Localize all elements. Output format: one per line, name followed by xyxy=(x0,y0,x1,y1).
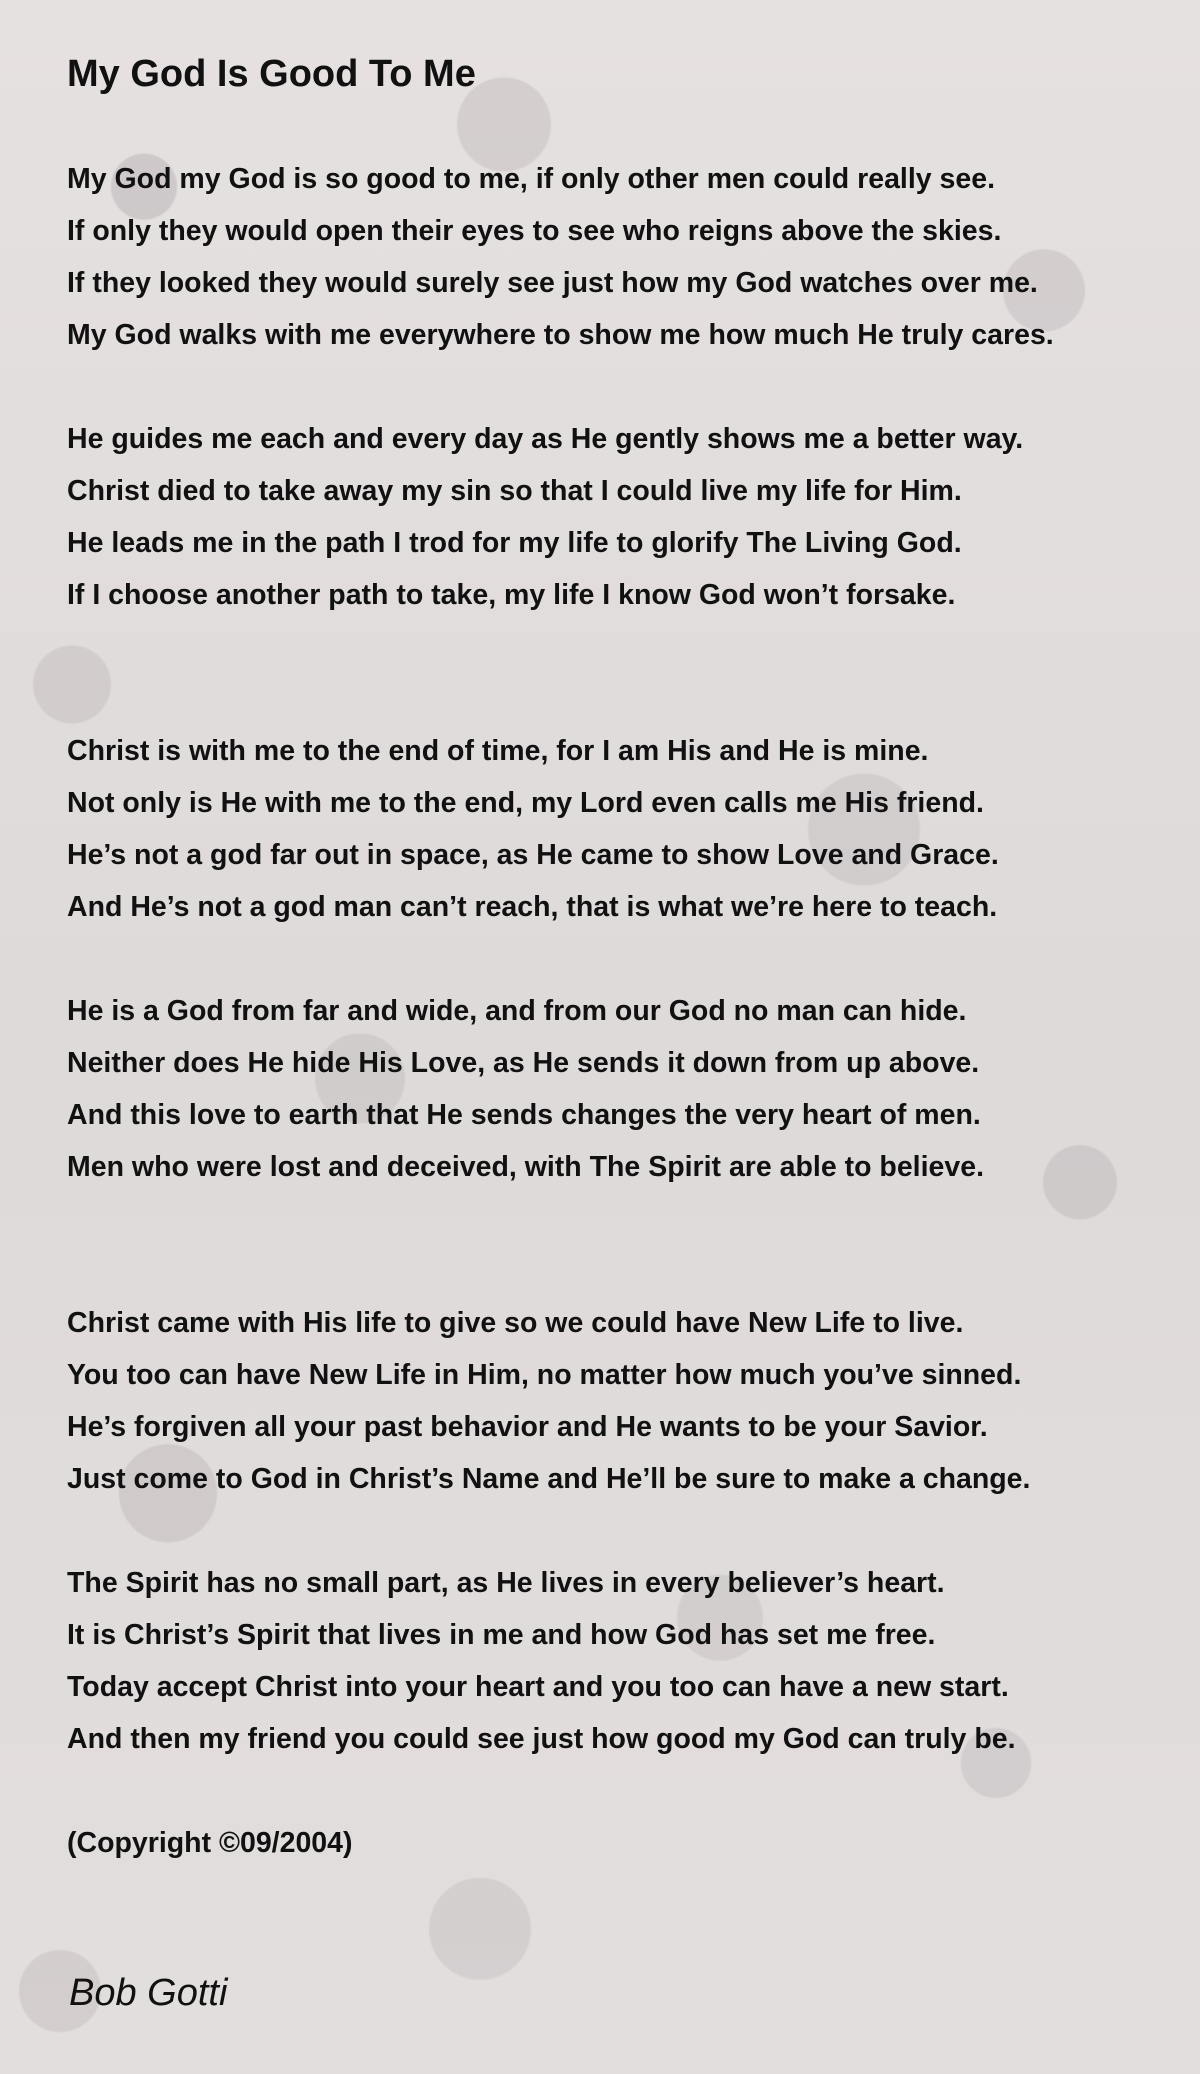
stanza-gap xyxy=(67,621,1054,725)
poem-line: Neither does He hide His Love, as He sends it down from up above. xyxy=(67,1047,980,1079)
stanza-4 xyxy=(67,985,1054,1193)
poem-line: Christ is with me to the end of time, for I am His and He is mine. xyxy=(67,735,929,767)
author-name: Bob Gotti xyxy=(69,1972,228,2014)
poem-line: My God walks with me everywhere to show me how much He truly cares. xyxy=(67,319,1054,351)
stanza-gap xyxy=(67,933,1054,985)
stanza-gap xyxy=(67,361,1054,413)
poem-line: My God my God is so good to me, if only other men could really see. xyxy=(67,163,995,195)
copyright-notice: (Copyright ©09/2004) xyxy=(67,1827,353,1859)
poem-line: Men who were lost and deceived, with The Spirit are able to believe. xyxy=(67,1151,984,1183)
poem-line: It is Christ’s Spirit that lives in me and how God has set me free. xyxy=(67,1619,936,1651)
stanza-2 xyxy=(67,413,1054,621)
poem-body xyxy=(67,153,1054,1869)
poem-line: Just come to God in Christ’s Name and He’ll be sure to make a change. xyxy=(67,1463,1031,1495)
poem-line: He guides me each and every day as He gently shows me a better way. xyxy=(67,423,1024,455)
poem-line: Christ came with His life to give so we could have New Life to live. xyxy=(67,1307,964,1339)
poem-line: And then my friend you could see just how good my God can truly be. xyxy=(67,1723,1016,1755)
poem-title: My God Is Good To Me xyxy=(67,53,476,95)
stanza-3 xyxy=(67,725,1054,933)
stanza-6 xyxy=(67,1557,1054,1765)
poem-line: Today accept Christ into your heart and you too can have a new start. xyxy=(67,1671,1009,1703)
stanza-gap xyxy=(67,1505,1054,1557)
stanza-gap xyxy=(67,1193,1054,1297)
poem-line: And this love to earth that He sends changes the very heart of men. xyxy=(67,1099,981,1131)
poem-line: He is a God from far and wide, and from our God no man can hide. xyxy=(67,995,967,1027)
stanza-5 xyxy=(67,1297,1054,1505)
poem-line: The Spirit has no small part, as He lives in every believer’s heart. xyxy=(67,1567,945,1599)
stanza-1 xyxy=(67,153,1054,361)
poem-line: If they looked they would surely see just how my God watches over me. xyxy=(67,267,1038,299)
poem-line: If I choose another path to take, my life I know God won’t forsake. xyxy=(67,579,956,611)
stanza-gap xyxy=(67,1765,1054,1817)
poem-line: You too can have New Life in Him, no matter how much you’ve sinned. xyxy=(67,1359,1022,1391)
poem-line: He’s forgiven all your past behavior and He wants to be your Savior. xyxy=(67,1411,988,1443)
poem-line: Christ died to take away my sin so that I could live my life for Him. xyxy=(67,475,962,507)
poem-line: If only they would open their eyes to see who reigns above the skies. xyxy=(67,215,1002,247)
poem-line: And He’s not a god man can’t reach, that is what we’re here to teach. xyxy=(67,891,998,923)
poem-line: Not only is He with me to the end, my Lord even calls me His friend. xyxy=(67,787,984,819)
poem-line: He’s not a god far out in space, as He came to show Love and Grace. xyxy=(67,839,999,871)
poem-line: He leads me in the path I trod for my life to glorify The Living God. xyxy=(67,527,962,559)
